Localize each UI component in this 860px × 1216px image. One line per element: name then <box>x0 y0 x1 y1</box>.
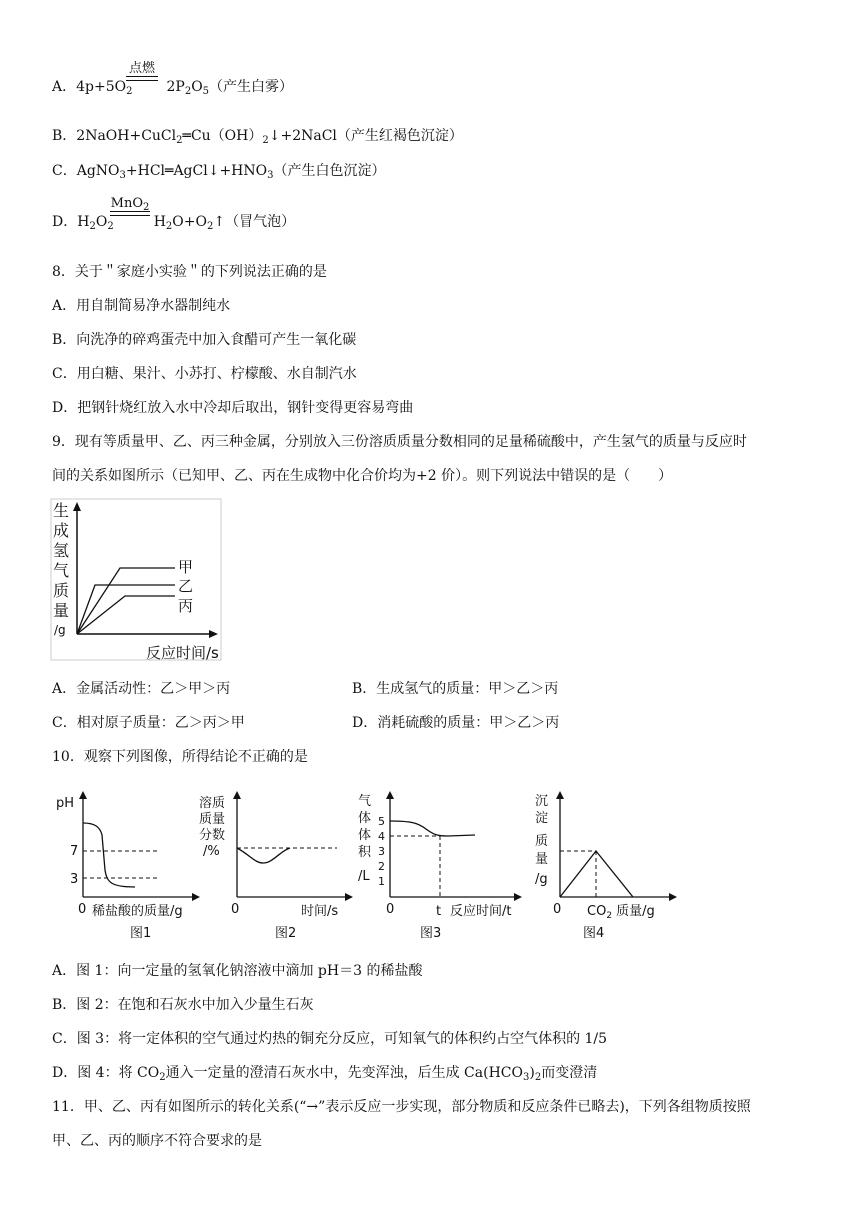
equation-rhs: ↑（冒气泡） <box>213 214 296 230</box>
q9-stem-line1: 9．现有等质量甲、乙、丙三种金属，分别放入三份溶质质量分数相同的足量稀硫酸中，产生氢气的质量与反应时 <box>52 434 747 450</box>
subscript: 2 <box>262 135 269 146</box>
q10-fig1 <box>50 785 210 945</box>
y-label-char: 体 <box>358 811 372 826</box>
fig4-caption: 图4 <box>583 926 605 941</box>
option-text: ═Cu（OH） <box>182 128 263 144</box>
fig3-tick: 4 <box>378 830 385 843</box>
q8-option-b: B．向洗净的碎鸡蛋壳中加入食醋可产生一氧化碳 <box>52 332 357 348</box>
condition-text <box>110 197 150 211</box>
fig2-y-label <box>199 795 225 859</box>
fig3-y-label <box>358 794 372 884</box>
x-label-subscript: 2 <box>606 911 613 921</box>
q9-option-c: C．相对原子质量：乙＞丙＞甲 <box>52 715 245 731</box>
fig3-x-arrow <box>514 893 522 901</box>
q9-chart <box>50 498 225 663</box>
option-text: B．2NaOH+CuCl <box>52 128 177 144</box>
subscript: 2 <box>184 86 192 97</box>
q11-stem-line1: 11．甲、乙、丙有如图所示的转化关系(“→”表示反应一步实现，部分物质和反应条件已略去)，下列各组物质按照 <box>52 1099 751 1115</box>
option-label: D． <box>52 214 78 230</box>
y-label-char: 积 <box>358 845 372 860</box>
option-text: ↓+2NaCl（产生红褐色沉淀） <box>268 128 463 144</box>
fig4-x-label <box>587 904 655 921</box>
series-label-jia: 甲 <box>178 558 194 576</box>
subscript: 5 <box>202 86 210 97</box>
q7-option-d <box>52 213 295 231</box>
q8-option-d: D．把钢针烧红放入水中冷却后取出，钢针变得更容易弯曲 <box>52 400 414 416</box>
q10-option-d <box>52 1064 597 1082</box>
option-text: 通入一定量的澄清石灰水中，先变浑浊，后生成 Ca(HCO <box>165 1065 523 1081</box>
q9-option-b: B．生成氢气的质量：甲＞乙＞丙 <box>352 681 559 697</box>
q8-option-c: C．用白糖、果汁、小苏打、柠檬酸、水自制汽水 <box>52 366 357 382</box>
y-label-char: 气 <box>358 794 372 809</box>
subscript: 2 <box>176 135 183 146</box>
option-text: ) <box>529 1065 535 1081</box>
subscript: 2 <box>206 221 214 232</box>
equation-lhs: O <box>95 214 108 230</box>
y-axis-arrow <box>73 502 81 511</box>
fig1-y-label: pH <box>56 796 75 811</box>
q9-option-a: A．金属活动性：乙＞甲＞丙 <box>52 681 231 697</box>
fig2-caption: 图2 <box>275 926 297 941</box>
fig2-origin: 0 <box>231 902 240 917</box>
fig3-tick: 2 <box>378 860 385 873</box>
x-axis-arrow <box>209 630 218 638</box>
subscript: 2 <box>159 1072 166 1083</box>
y-label-char: 生 <box>53 501 70 520</box>
fig1-curve <box>83 823 135 887</box>
fig2-x-label: 时间/s <box>301 904 339 919</box>
q11-stem-line2: 甲、乙、丙的顺序不符合要求的是 <box>52 1133 262 1149</box>
fig3-caption: 图3 <box>420 926 442 941</box>
option-label: A． <box>52 79 77 95</box>
q7-option-a <box>52 78 293 96</box>
fig3-tick: 1 <box>378 875 385 888</box>
q7-a-condition <box>126 62 158 81</box>
x-label-part: 质量/g <box>612 904 655 919</box>
fig4-y-arrow <box>556 791 564 799</box>
fig1-x-label: 稀盐酸的质量/g <box>92 904 183 919</box>
fig4-x-arrow <box>669 893 677 901</box>
option-text: （产生白色沉淀） <box>273 163 386 179</box>
q9-stem-line2: 间的关系如图所示（已知甲、乙、丙在生成物中化合价均为+2 价）。则下列说法中错误的是（ ） <box>52 468 673 484</box>
series-line-yi <box>77 585 175 634</box>
subscript: 2 <box>107 221 114 232</box>
q9-y-label <box>53 501 69 637</box>
y-label-unit: /g <box>54 623 66 637</box>
q10-option-b: B．图 2：在饱和石灰水中加入少量生石灰 <box>52 997 314 1013</box>
q10-option-a: A．图 1：向一定量的氢氧化钠溶液中滴加 pH＝3 的稀盐酸 <box>52 963 423 979</box>
q10-fig2 <box>195 785 355 945</box>
q8-stem: 8．关于＂家庭小实验＂的下列说法正确的是 <box>52 264 327 280</box>
subscript: 3 <box>522 1072 530 1083</box>
fig1-caption: 图1 <box>130 926 152 941</box>
fig3-y-arrow <box>386 791 394 799</box>
fig1-tick-3: 3 <box>70 872 79 887</box>
fig2-curve <box>237 848 290 863</box>
y-label-char: /g <box>535 872 548 887</box>
option-text: +HCl═AgCl↓+HNO <box>125 163 268 179</box>
y-label-line: 质量 <box>199 812 226 827</box>
equation-note: （产生白雾） <box>209 79 294 95</box>
y-label-char: 氢 <box>53 541 70 560</box>
condition-formula: MnO <box>110 196 143 211</box>
series-line-bing <box>77 596 175 634</box>
option-text: D．图 4：将 CO <box>52 1065 160 1081</box>
fig3-x-label: 反应时间/t <box>450 904 512 919</box>
series-line-jia <box>77 568 175 634</box>
y-label-char: 气 <box>53 561 70 580</box>
q10-fig3 <box>350 785 530 945</box>
equation-lhs: H <box>77 214 90 230</box>
fig2-y-arrow <box>233 791 241 799</box>
subscript: 2 <box>534 1072 542 1083</box>
fig4-origin: 0 <box>553 902 562 917</box>
condition-text: 点燃 <box>128 61 155 76</box>
fig3-t-mark: t <box>436 904 442 919</box>
equation-rhs: O <box>191 79 203 95</box>
fig3-origin: 0 <box>386 902 395 917</box>
option-text: C．AgNO <box>52 163 120 179</box>
subscript: 2 <box>89 221 96 232</box>
equation-rhs: O+O <box>172 214 207 230</box>
fig3-tick: 3 <box>378 845 385 858</box>
equation-rhs: H <box>153 214 166 230</box>
q8-option-a: A．用自制简易净水器制纯水 <box>52 298 231 314</box>
fig1-y-arrow <box>79 791 87 799</box>
q7-d-condition <box>110 197 150 216</box>
equation-lhs: 4p+5O <box>76 79 127 95</box>
series-label-bing: 丙 <box>178 597 194 615</box>
y-label-line: 溶质 <box>199 796 226 811</box>
q10-stem: 10．观察下列图像，所得结论不正确的是 <box>52 749 308 765</box>
y-label-char: 沉 <box>535 794 549 809</box>
series-label-yi: 乙 <box>178 577 194 595</box>
x-label-part: CO <box>587 904 607 919</box>
fig1-origin: 0 <box>78 902 87 917</box>
x-label: 反应时间/s <box>146 644 219 662</box>
q7-option-c <box>52 162 385 180</box>
subscript: 3 <box>119 170 126 181</box>
y-label-char: 量 <box>535 852 549 867</box>
fig3-tick: 5 <box>378 815 385 828</box>
y-label-char: 淀 <box>535 811 549 826</box>
q10-fig4 <box>525 785 685 945</box>
y-label-char: 体 <box>358 828 372 843</box>
q10-option-c: C．图 3：将一定体积的空气通过灼热的铜充分反应，可知氧气的体积约占空气体积的 1/5 <box>52 1031 608 1047</box>
y-label-line: 分数 <box>199 828 226 843</box>
y-label-char: /L <box>358 869 370 884</box>
fig1-tick-7: 7 <box>70 844 79 859</box>
double-bar <box>126 76 158 81</box>
q7-option-b <box>52 127 463 145</box>
fig3-curve <box>390 821 475 836</box>
fig3-ticks <box>378 815 385 888</box>
y-label-line: /% <box>203 844 220 859</box>
q9-option-d: D．消耗硫酸的质量：甲＞乙＞丙 <box>352 715 560 731</box>
subscript: 2 <box>165 221 173 232</box>
y-label-char: 质 <box>535 834 549 849</box>
fig4-y-label <box>535 794 548 887</box>
subscript: 2 <box>126 86 133 97</box>
equation-rhs: 2P <box>166 79 185 95</box>
y-label-char: 成 <box>53 521 70 540</box>
y-label-char: 量 <box>53 601 70 620</box>
subscript: 2 <box>142 202 150 213</box>
y-label-char: 质 <box>53 581 70 600</box>
subscript: 3 <box>267 170 274 181</box>
option-text: 而变澄清 <box>541 1065 598 1081</box>
